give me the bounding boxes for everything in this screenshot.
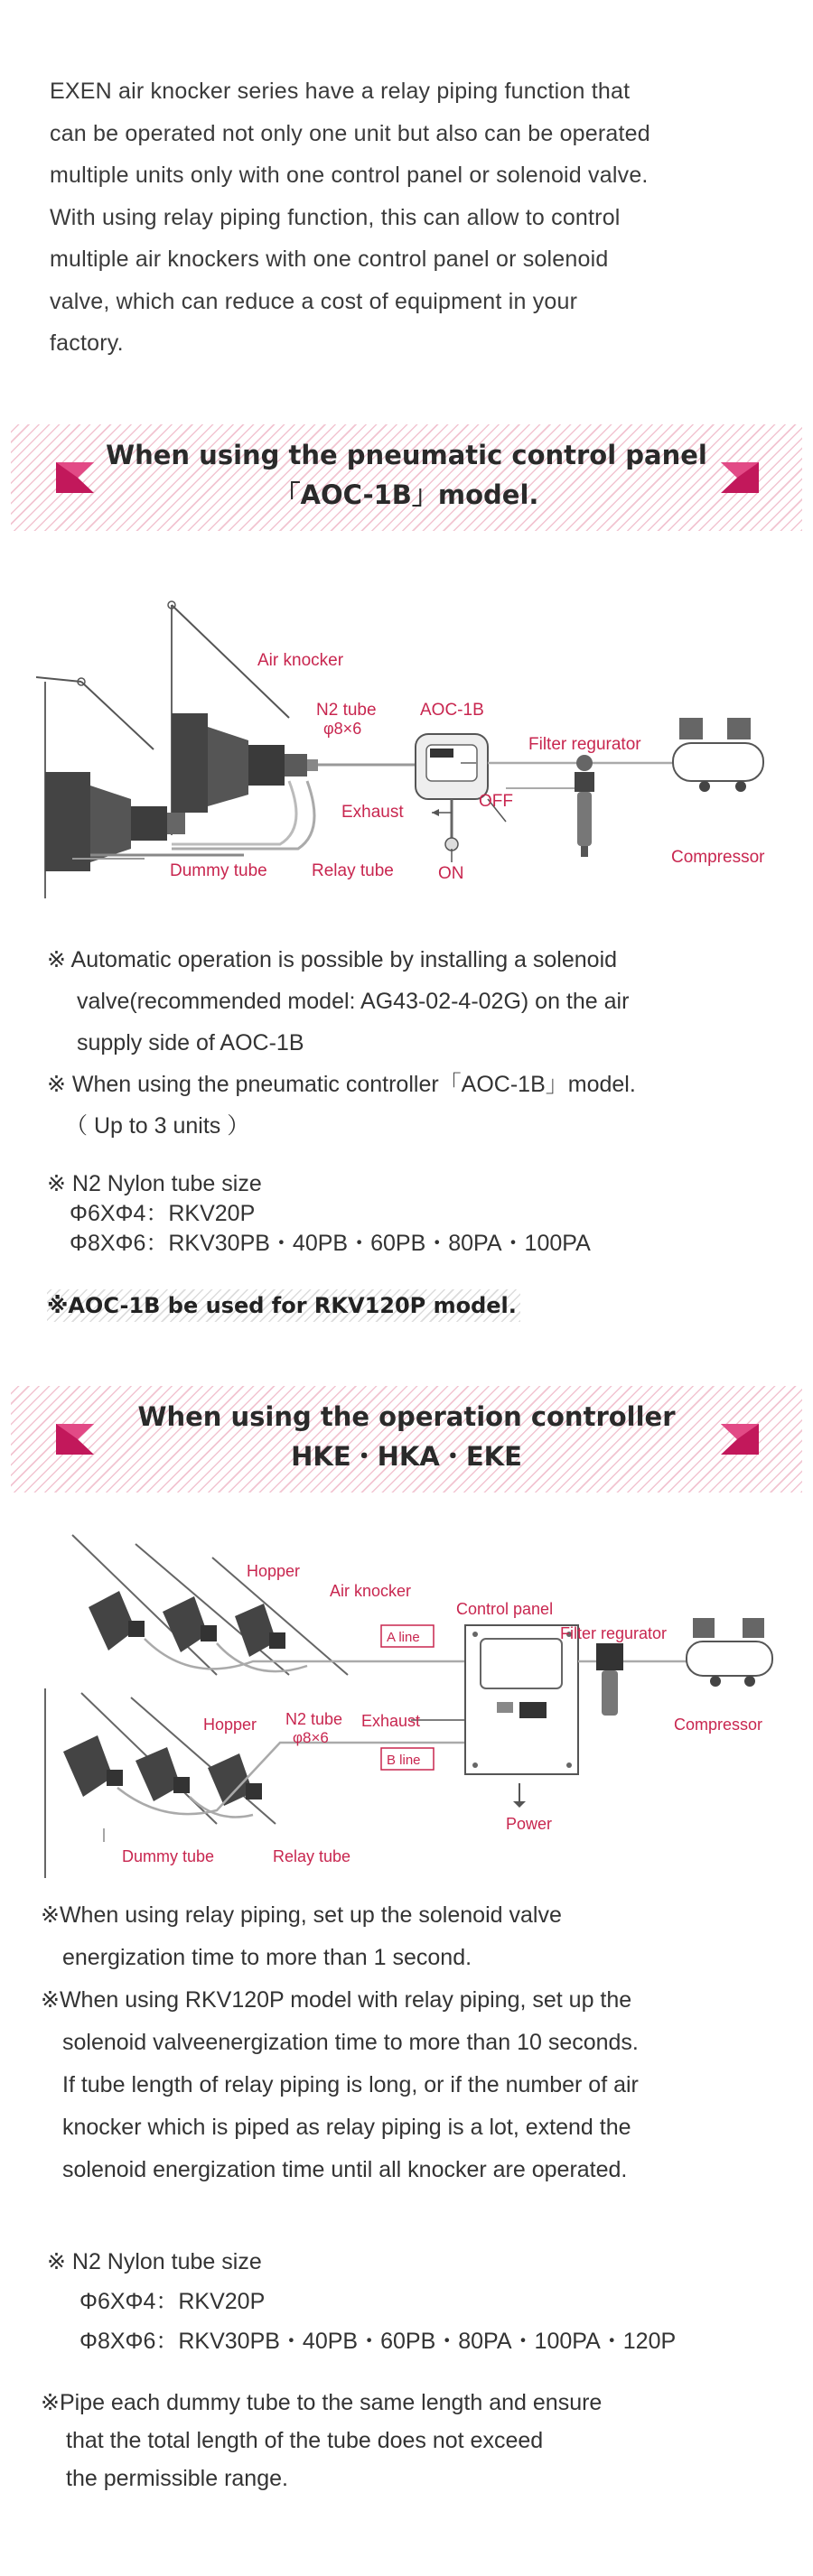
note-line: solenoid valveenergization time to more than 10 seconds. — [62, 2030, 639, 2055]
final-line: that the total length of the tube does not exceed — [66, 2428, 544, 2453]
intro-line: With using relay piping function, this can allow to control — [50, 204, 621, 230]
section1-notes — [47, 939, 788, 1147]
intro-line: multiple units only with one control panel or solenoid valve. — [50, 163, 649, 188]
aoc-controller-icon — [416, 734, 488, 799]
compressor-icon — [673, 718, 763, 792]
label-dummy-tube: Dummy tube — [170, 861, 267, 880]
label-compressor: Compressor — [671, 848, 765, 867]
tube-line: Φ6XΦ4：RKV20P — [70, 1201, 256, 1226]
label-air-knocker: Air knocker — [330, 1582, 412, 1600]
filter-regulator-icon — [596, 1643, 623, 1716]
label-b-line: B line — [387, 1753, 421, 1768]
label-control-panel: Control panel — [456, 1600, 554, 1618]
air-knocker-front-icon — [172, 713, 318, 813]
label-n2-size: φ8×6 — [323, 720, 362, 738]
label-hopper-bottom: Hopper — [203, 1716, 257, 1734]
section2-notes — [41, 1894, 799, 2191]
section2-title — [11, 1397, 802, 1476]
label-n2-size: φ8×6 — [293, 1729, 329, 1746]
tube-line: Φ8XΦ6：RKV30PB・40PB・60PB・80PA・100PA — [70, 1231, 591, 1256]
section1-banner — [11, 424, 802, 531]
section1-title-line1: When using the pneumatic control panel — [106, 440, 707, 470]
right-chevron-icon — [721, 1424, 759, 1455]
label-dummy-tube: Dummy tube — [122, 1847, 215, 1865]
label-compressor: Compressor — [674, 1716, 763, 1734]
label-relay-tube: Relay tube — [273, 1847, 351, 1865]
intro-line: factory. — [50, 330, 124, 356]
section2-tube-sizes — [47, 2242, 676, 2361]
tube-line: Φ6XΦ4：RKV20P — [79, 2289, 266, 2314]
note-line: supply side of AOC-1B — [77, 1030, 304, 1056]
label-exhaust: Exhaust — [341, 803, 404, 822]
bold-note-mark: ※ — [47, 1293, 69, 1318]
label-filter-regulator: Filter regurator — [528, 735, 641, 754]
final-note — [41, 2384, 602, 2497]
hopper-top-row — [72, 1535, 348, 1675]
aoc-piping-diagram — [36, 591, 777, 898]
note-line: ※ When using the pneumatic controller「AOC-1B」model. — [47, 1072, 636, 1097]
label-n2-tube: N2 tube — [285, 1710, 343, 1728]
section2-banner — [11, 1386, 802, 1493]
label-n2-tube: N2 tube — [316, 701, 377, 720]
tube-title: ※ N2 Nylon tube size — [47, 1171, 262, 1196]
intro-line: EXEN air knocker series have a relay piping function that — [50, 79, 631, 104]
note-line: valve(recommended model: AG43-02-4-02G) on the air — [77, 989, 630, 1014]
intro-line: multiple air knockers with one control panel or solenoid — [50, 246, 609, 272]
label-aoc: AOC-1B — [420, 701, 484, 720]
label-relay-tube: Relay tube — [312, 861, 394, 880]
intro-paragraph — [50, 70, 772, 365]
final-line: ※Pipe each dummy tube to the same length and ensure — [41, 2390, 603, 2415]
note-line: ※When using RKV120P model with relay piping, set up the — [41, 1987, 632, 2013]
section2-title-line2: HKE・HKA・EKE — [291, 1441, 522, 1472]
section1-title — [11, 435, 802, 515]
label-a-line: A line — [387, 1630, 420, 1645]
section1-title-line2: 「AOC-1B」model. — [274, 479, 539, 510]
controller-piping-diagram — [36, 1526, 777, 1878]
section2-title-line1: When using the operation controller — [137, 1401, 676, 1432]
note-line: knocker which is piped as relay piping is a lot, extend the — [62, 2115, 631, 2140]
label-off: OFF — [479, 792, 513, 811]
note-line: （ Up to 3 units ） — [65, 1113, 250, 1139]
control-panel-icon — [465, 1625, 578, 1808]
note-line: ※When using relay piping, set up the solenoid valve — [41, 1902, 562, 1928]
label-power: Power — [506, 1815, 553, 1833]
final-line: the permissible range. — [66, 2466, 288, 2491]
label-hopper-top: Hopper — [247, 1562, 301, 1580]
intro-line: valve, which can reduce a cost of equipment in your — [50, 288, 578, 314]
label-on: ON — [438, 864, 464, 883]
filter-regulator-icon — [575, 755, 594, 857]
note-line: energization time to more than 1 second. — [62, 1945, 472, 1970]
section1-tube-sizes — [47, 1169, 591, 1259]
label-exhaust: Exhaust — [361, 1712, 421, 1730]
tube-line: Φ8XΦ6：RKV30PB・40PB・60PB・80PA・100PA・120P — [79, 2329, 677, 2354]
intro-line: can be operated not only one unit but also can be operated — [50, 120, 650, 146]
note-line: If tube length of relay piping is long, or if the number of air — [62, 2072, 639, 2097]
compressor-icon — [687, 1618, 772, 1687]
right-chevron-icon — [721, 462, 759, 493]
label-air-knocker: Air knocker — [257, 651, 344, 670]
tube-title: ※ N2 Nylon tube size — [47, 2249, 262, 2274]
note-line: solenoid energization time until all knocker are operated. — [62, 2157, 628, 2182]
note-line: ※ Automatic operation is possible by installing a solenoid — [47, 947, 618, 972]
bold-note-text: AOC-1B be used for RKV120P model. — [68, 1293, 517, 1318]
label-filter-regulator: Filter regurator — [560, 1624, 668, 1642]
aoc-bold-note — [47, 1289, 520, 1322]
